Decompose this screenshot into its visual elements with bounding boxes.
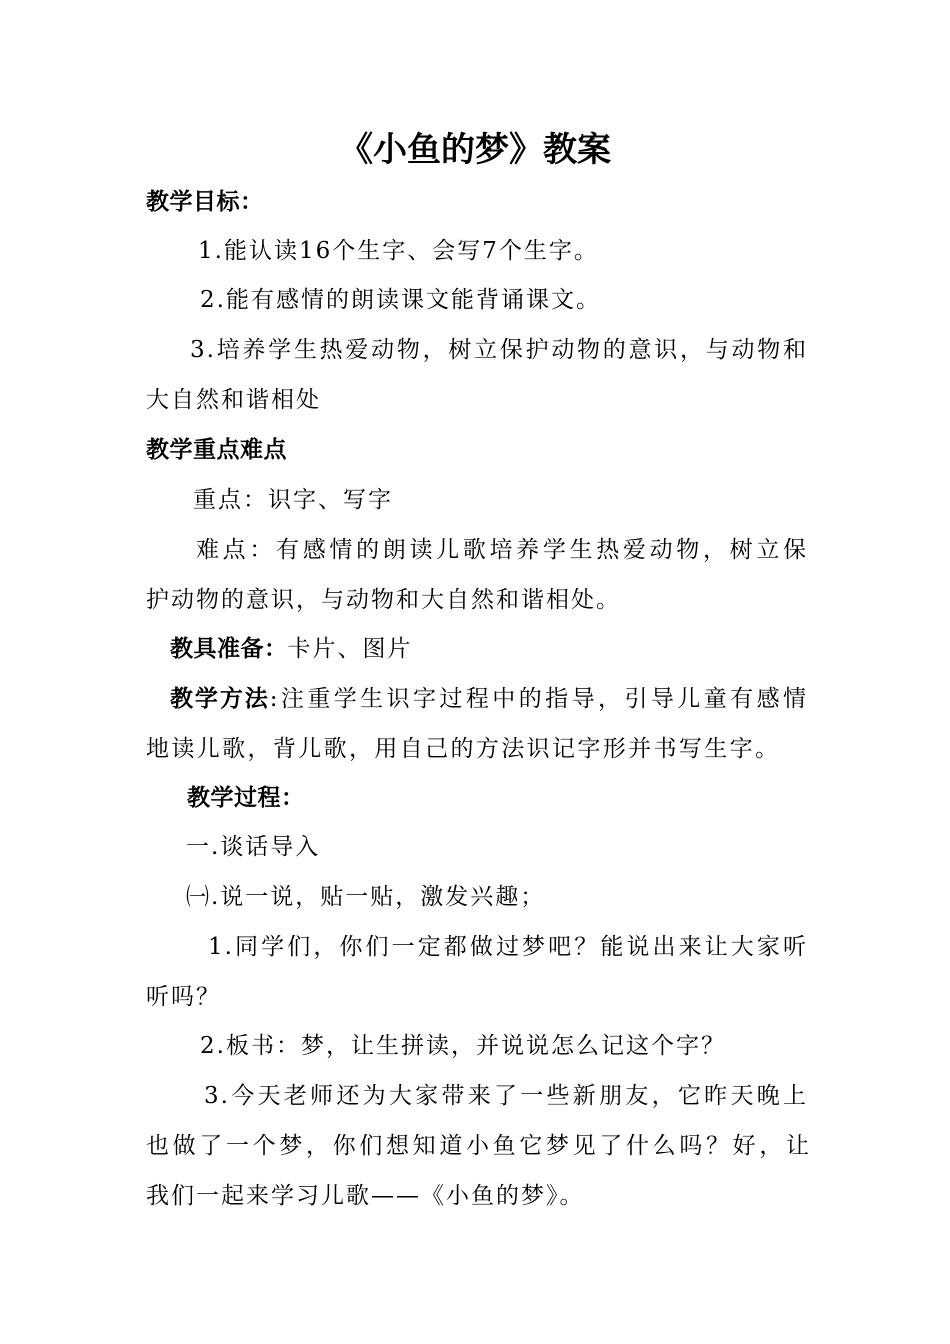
document-title: 《小鱼的梦》教案 (339, 130, 611, 170)
objective-item-2: 2.能有感情的朗读课文能背诵课文。 (200, 287, 601, 313)
objectives-heading: 教学目标： (146, 189, 264, 215)
tools-value: 卡片、图片 (287, 636, 413, 662)
process-step-1-line-1: 1.同学们，你们一定都做过梦吧？能说出来让大家听 (208, 934, 808, 960)
objective-item-3-line-1: 3.培养学生热爱动物，树立保护动物的意识，与动物和 (190, 337, 808, 363)
process-step-3-line-1: 3.今天老师还为大家带来了一些新朋友，它昨天晚上 (204, 1083, 808, 1109)
tools-line (170, 629, 570, 669)
method-label: 教学方法 (170, 686, 270, 712)
key-difficulty-line-1: 难点：有感情的朗读儿歌培养学生热爱动物，树立保 (196, 537, 808, 563)
key-difficulty-line-2: 护动物的意识，与动物和大自然和谐相处。 (146, 587, 621, 613)
key-focus: 重点：识字、写字 (193, 487, 393, 513)
process-step-3-line-3: 我们一起来学习儿歌——《小鱼的梦》。 (146, 1183, 585, 1209)
objective-item-1: 1.能认读16个生字、会写7个生字。 (198, 238, 599, 264)
process-subsection-1: ㈠.说一说，贴一贴，激发兴趣； (186, 884, 546, 910)
objective-item-3-line-2: 大自然和谐相处 (146, 387, 321, 413)
process-step-3-line-2: 也做了一个梦，你们想知道小鱼它梦见了什么吗？好，让 (146, 1133, 811, 1159)
method-text: :注重学生识字过程中的指导，引导儿童有感情 (269, 686, 809, 712)
method-line-2: 地读儿歌，背儿歌，用自己的方法识记字形并书写生字。 (146, 736, 780, 762)
process-step-2: 2.板书：梦，让生拼读，并说说怎么记这个字？ (200, 1033, 726, 1059)
tools-label: 教具准备： (170, 636, 288, 662)
process-heading: 教学过程： (187, 785, 305, 811)
method-line-1 (170, 679, 808, 719)
key-points-heading: 教学重点难点 (146, 437, 287, 463)
process-step-1-line-2: 听吗？ (146, 984, 221, 1010)
process-section-1: 一.谈话导入 (186, 834, 321, 860)
